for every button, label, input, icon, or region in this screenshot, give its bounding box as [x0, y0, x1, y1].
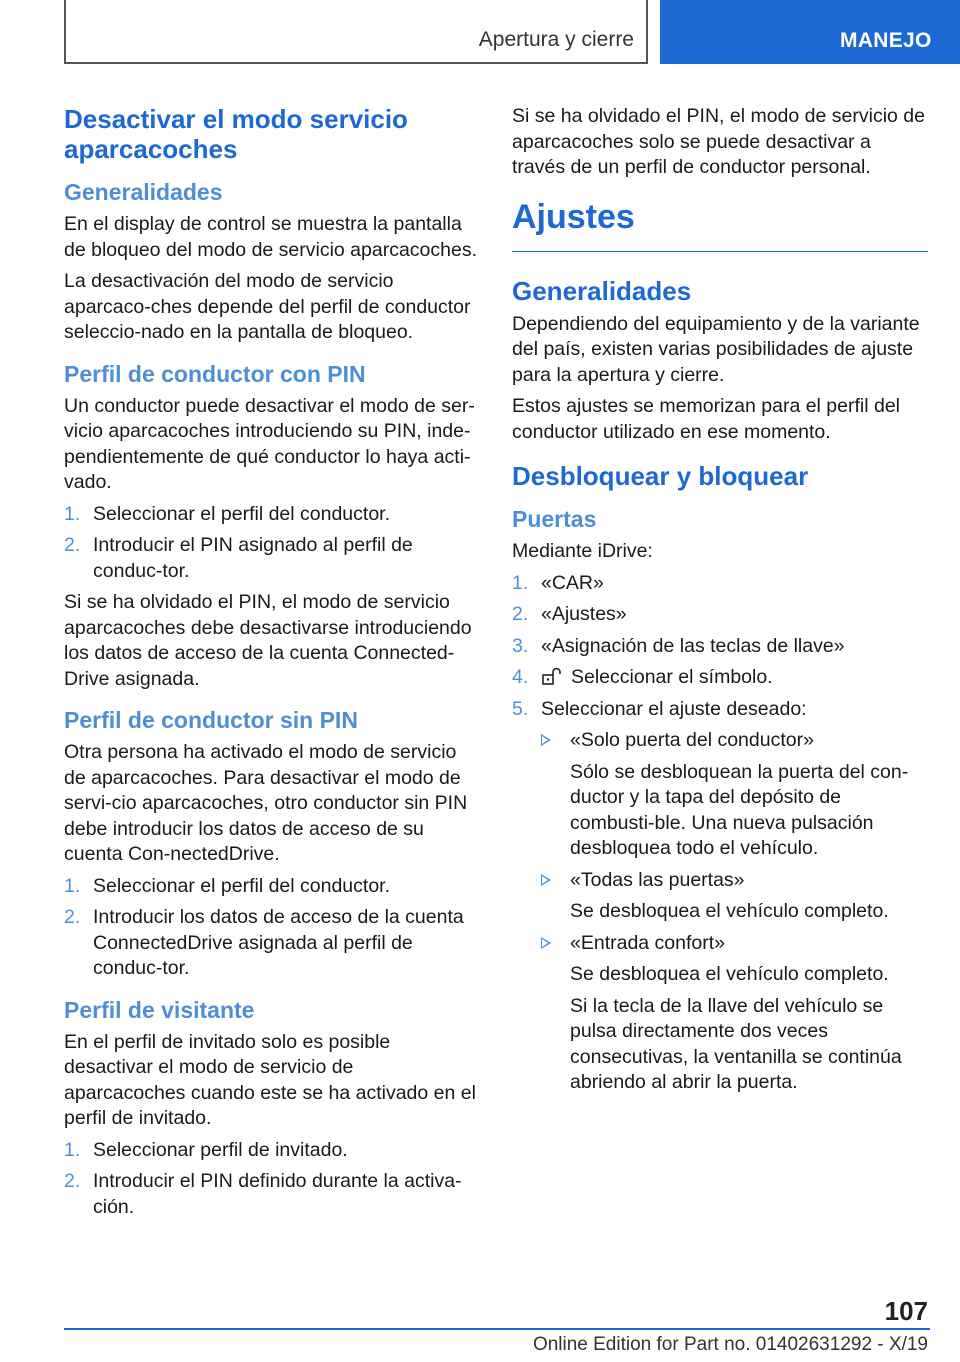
option-label: «Todas las puertas» [570, 868, 745, 891]
option-label: «Solo puerta del conductor» [570, 729, 814, 751]
option-item [541, 931, 928, 1096]
option-description: Se desbloquea el vehículo completo. [570, 963, 889, 985]
left-column [64, 100, 478, 1226]
step-number: 2. [64, 1170, 81, 1192]
paragraph: Estos ajustes se memorizan para el perfil del conductor utilizado en ese momento. [512, 395, 901, 443]
chapter-tab[interactable]: MANEJO [660, 0, 960, 64]
step-number: 2. [64, 534, 81, 556]
heading-general: Generalidades [512, 275, 692, 306]
step-list [64, 502, 478, 585]
subheading-general: Generalidades [64, 179, 223, 205]
list-item [64, 1138, 478, 1164]
paragraph: Si se ha olvidado el PIN, el modo de servicio aparcacoches debe desactivarse introduciendo los datos de acceso de la cuenta Connected‐Drive asignada. [64, 591, 472, 690]
paragraph: Mediante iDrive: [512, 540, 653, 562]
paragraph: En el display de control se muestra la pantalla de bloqueo del modo de servicio aparcacoches. [64, 213, 478, 261]
list-item [512, 571, 928, 597]
list-item [64, 1169, 478, 1220]
option-label: «Entrada confort» [570, 931, 726, 954]
step-list [64, 874, 478, 982]
step-text: Seleccionar el símbolo. [571, 666, 773, 688]
option-description: Si la tecla de la llave del vehículo se pulsa directamente dos veces consecutivas, la ventanilla se continúa abriendo al abrir la puerta. [570, 994, 902, 1093]
triangle-bullet-icon [541, 734, 551, 746]
paragraph: Si se ha olvidado el PIN, el modo de servicio de aparcacoches solo se puede desactivar a través de un perfil de conductor personal. [512, 105, 925, 178]
step-text: Seleccionar el ajuste deseado: [541, 697, 807, 720]
unlock-key-icon [541, 667, 563, 685]
subheading-profile-without-pin: Perfil de conductor sin PIN [64, 707, 358, 733]
paragraph: Otra persona ha activado el modo de servicio de aparcacoches. Para desactivar el modo de servi‐cio aparcacoches, otro conductor sin PIN debe introducir los datos de acceso de su cuenta Con‐nectedDrive. [64, 741, 468, 865]
step-number: 1. [64, 874, 81, 897]
step-text: Introducir el PIN asignado al perfil de conduc‐tor. [93, 534, 413, 582]
step-list [512, 571, 928, 723]
chapter-heading-settings: Ajustes [512, 197, 928, 252]
footer-divider [64, 1328, 930, 1330]
option-description: Se desbloquea el vehículo completo. [570, 900, 889, 922]
step-text: Seleccionar el perfil del conductor. [93, 874, 391, 897]
step-list [64, 1138, 478, 1221]
step-number: 2. [512, 603, 529, 625]
subheading-guest-profile: Perfil de visitante [64, 996, 255, 1023]
triangle-bullet-icon [541, 874, 551, 886]
section-title: Apertura y cierre [478, 28, 634, 51]
edition-footer: Online Edition for Part no. 01402631292 - X/19 [532, 1334, 928, 1355]
paragraph: En el perfil de invitado solo es posible desactivar el modo de servicio de aparcacoches cuando este se ha activado en el perfil de invitado. [64, 1030, 476, 1129]
right-column [512, 100, 928, 1102]
step-number: 1. [512, 571, 529, 594]
list-item [512, 602, 928, 628]
list-item [64, 533, 478, 584]
step-text: «Ajustes» [541, 603, 627, 625]
paragraph: La desactivación del modo de servicio aparcaco‐ches depende del perfil de conductor seleccio‐nado en la pantalla de bloqueo. [64, 270, 471, 343]
page-header [0, 0, 960, 66]
heading-unlock-lock: Desbloquear y bloquear [512, 461, 809, 491]
subheading-profile-with-pin: Perfil de conductor con PIN [64, 360, 366, 387]
triangle-bullet-icon [541, 937, 551, 949]
list-item [512, 665, 928, 691]
step-text: Seleccionar perfil de invitado. [93, 1138, 348, 1161]
paragraph: Un conductor puede desactivar el modo de ser‐vicio aparcacoches introduciendo su PIN, inde‐pendientemente de qué conductor lo haya acti‐vado. [64, 394, 475, 493]
list-item [512, 634, 928, 660]
list-item [64, 502, 478, 528]
step-number: 1. [64, 502, 81, 525]
section-heading-valet-off: Desactivar el modo servicio aparcacoches [64, 104, 408, 164]
header-section-box [64, 0, 648, 64]
step-number: 2. [64, 906, 81, 928]
subheading-doors: Puertas [512, 506, 597, 532]
step-number: 4. [512, 666, 529, 688]
step-number: 5. [512, 697, 529, 720]
step-text: «Asignación de las teclas de llave» [541, 634, 845, 657]
option-item [541, 728, 928, 862]
list-item [64, 874, 478, 900]
step-number: 1. [64, 1138, 81, 1161]
step-text: Introducir el PIN definido durante la activa‐ción. [93, 1170, 462, 1218]
page-number: 107 [884, 1296, 928, 1326]
paragraph: Dependiendo del equipamiento y de la variante del país, existen varias posibilidades de ajuste para la apertura y cierre. [512, 312, 920, 386]
step-text: Seleccionar el perfil del conductor. [93, 502, 391, 525]
list-item [64, 905, 478, 982]
step-number: 3. [512, 634, 529, 657]
list-item [512, 697, 928, 723]
step-text: «CAR» [541, 571, 604, 594]
option-description: Sólo se desbloquean la puerta del con‐ductor y la tapa del depósito de combusti‐ble. Una nueva pulsación desbloquea todo el vehículo. [570, 760, 909, 859]
step-text: Introducir los datos de acceso de la cuenta ConnectedDrive asignada al perfil de conduc‐tor. [93, 906, 464, 979]
option-item [541, 868, 928, 925]
option-list [512, 728, 928, 1096]
